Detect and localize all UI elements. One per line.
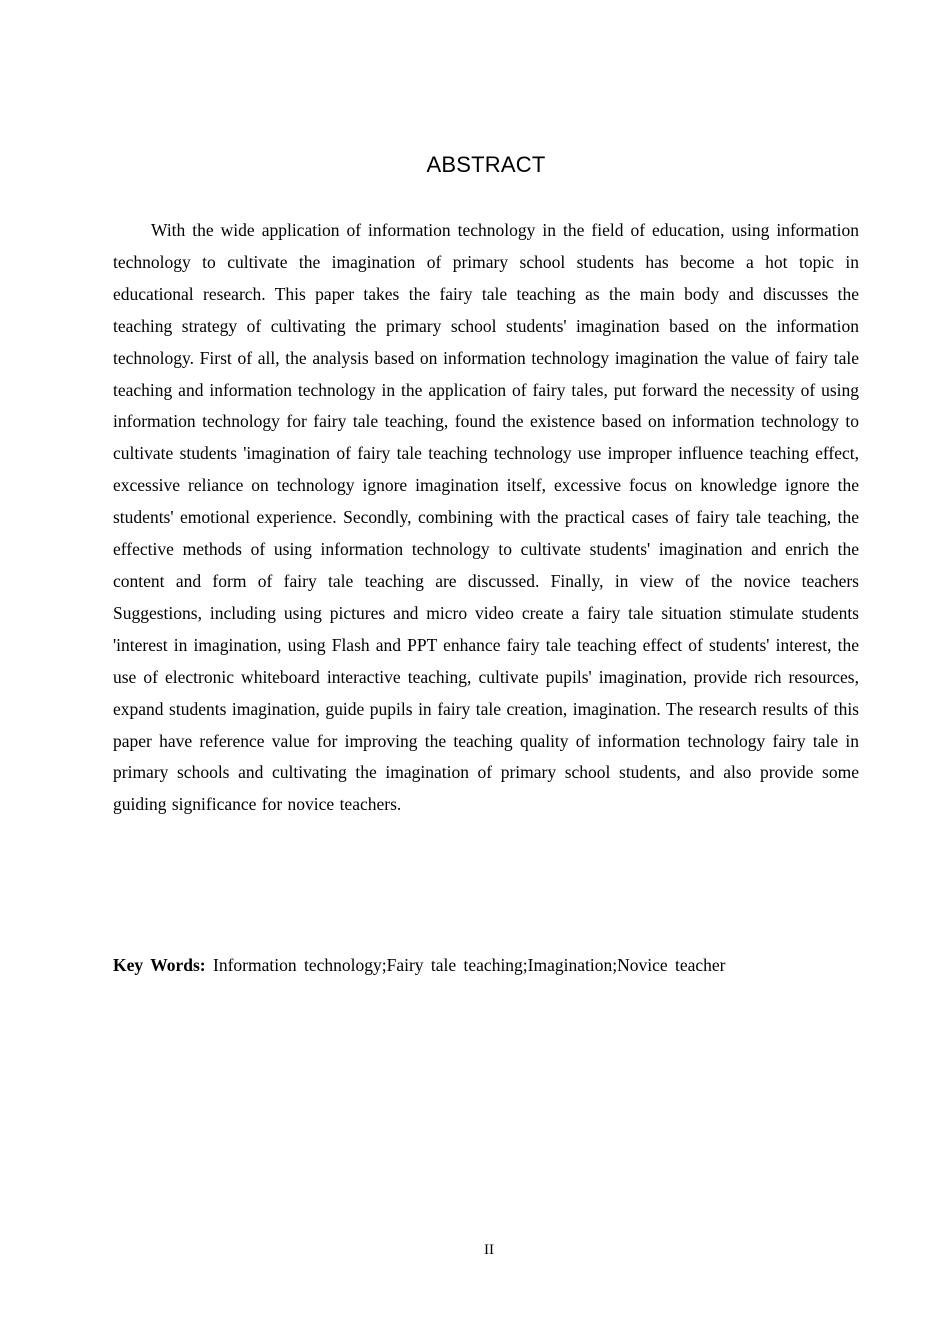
keywords-line — [113, 949, 859, 981]
keywords-label: Key Words: — [113, 955, 206, 975]
page-number: II — [484, 1242, 494, 1258]
keywords-text: Information technology;Fairy tale teaching;Imagination;Novice teacher — [213, 955, 726, 975]
abstract-title: ABSTRACT — [426, 152, 546, 177]
abstract-body: With the wide application of information technology in the field of education, using information technology to cultivate the imagination of primary school students has become a hot topic in educational research. This paper takes the fairy tale teaching as the main body and discusses the teaching strategy of cultivating the primary school students' imagination based on the information technology. First of all, the analysis based on information technology imagination the value of fairy tale teaching and information technology in the application of fairy tales, put forward the necessity of using information technology for fairy tale teaching, found the existence based on information technology to cultivate students 'imagination of fairy tale teaching technology use improper influence teaching effect, excessive reliance on technology ignore imagination itself, excessive focus on knowledge ignore the students' emotional experience. Secondly, combining with the practical cases of fairy tale teaching, the effective methods of using information technology to cultivate students' imagination and enrich the content and form of fairy tale teaching are discussed. Finally, in view of the novice teachers Suggestions, including using pictures and micro video create a fairy tale situation stimulate students 'interest in imagination, using Flash and PPT enhance fairy tale teaching effect of students' interest, the use of electronic whiteboard interactive teaching, cultivate pupils' imagination, provide rich resources, expand students imagination, guide pupils in fairy tale creation, imagination. The research results of this paper have reference value for improving the teaching quality of information technology fairy tale in primary schools and cultivating the imagination of primary school students, and also provide some guiding significance for novice teachers. — [113, 220, 859, 815]
